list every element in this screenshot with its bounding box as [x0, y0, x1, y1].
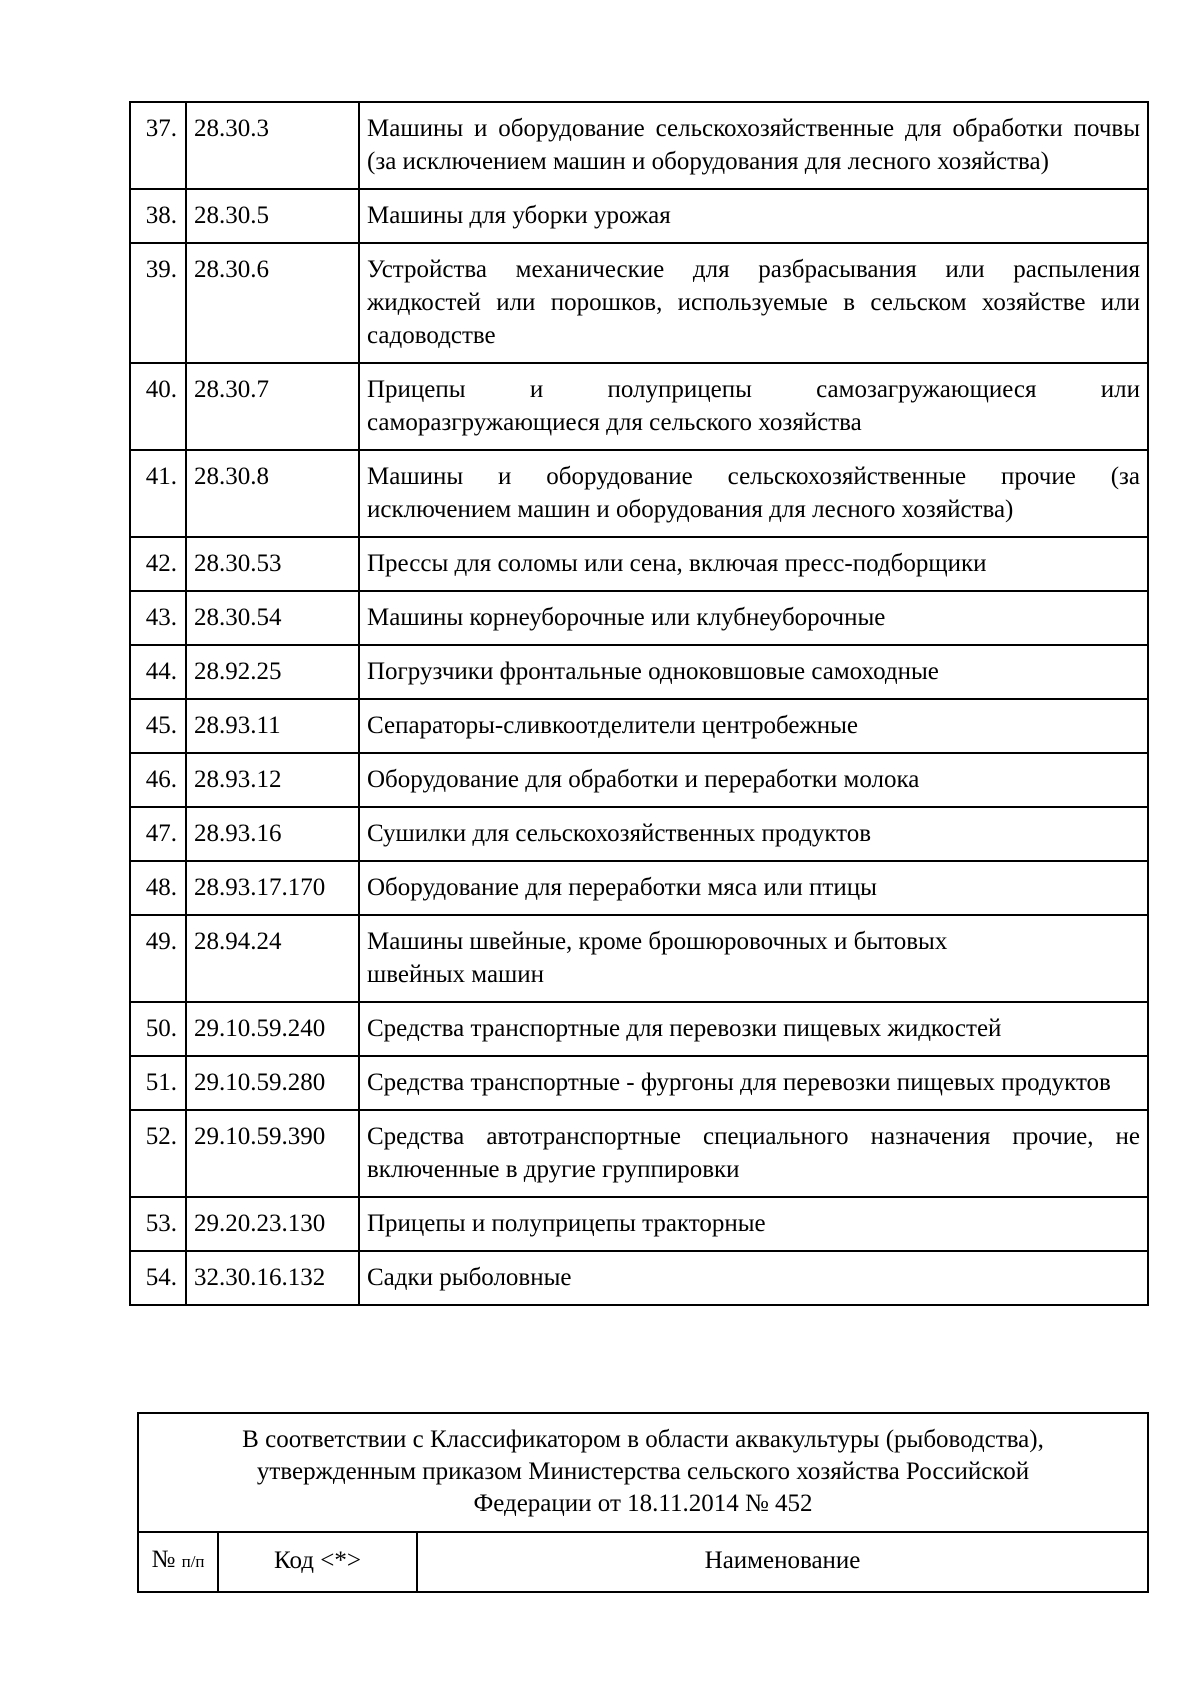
- row-number: 54.: [130, 1251, 186, 1305]
- caption-line-3: Федерации от 18.11.2014 № 452: [473, 1490, 813, 1517]
- table-row: [130, 591, 1148, 645]
- header-code: Код <*>: [218, 1532, 417, 1592]
- caption-line-2: утвержденным приказом Министерства сельского хозяйства Российской: [256, 1458, 1030, 1485]
- equipment-table: [129, 101, 1149, 1306]
- row-name: Прицепы и полуприцепы самозагружающиеся или саморазгружающиеся для сельского хозяйства: [359, 363, 1148, 450]
- table-row: [130, 1110, 1148, 1197]
- row-number: 51.: [130, 1056, 186, 1110]
- row-number: 37.: [130, 102, 186, 189]
- row-number: 47.: [130, 807, 186, 861]
- row-name: Оборудование для переработки мяса или птицы: [359, 861, 1148, 915]
- row-name: Средства транспортные - фургоны для перевозки пищевых продуктов: [359, 1056, 1148, 1110]
- row-code: 28.30.5: [186, 189, 359, 243]
- row-number: 43.: [130, 591, 186, 645]
- header-name: Наименование: [417, 1532, 1148, 1592]
- row-number: 49.: [130, 915, 186, 1002]
- table-row: [130, 915, 1148, 1002]
- table-row: [130, 645, 1148, 699]
- row-code: 28.94.24: [186, 915, 359, 1002]
- row-code: 29.10.59.240: [186, 1002, 359, 1056]
- row-number: 41.: [130, 450, 186, 537]
- row-code: 28.93.11: [186, 699, 359, 753]
- table-row: [130, 753, 1148, 807]
- caption-line-1: В соответствии с Классификатором в области аквакультуры (рыбоводства),: [242, 1426, 1044, 1453]
- row-name: Средства автотранспортные специального назначения прочие, не включенные в другие группировки: [359, 1110, 1148, 1197]
- row-number: 38.: [130, 189, 186, 243]
- equipment-table-body: [130, 102, 1148, 1305]
- table-row: [130, 537, 1148, 591]
- row-number: 40.: [130, 363, 186, 450]
- row-name: Устройства механические для разбрасывания или распыления жидкостей или порошков, используемые в сельском хозяйстве или садоводстве: [359, 243, 1148, 363]
- table-row: [130, 807, 1148, 861]
- row-number: 42.: [130, 537, 186, 591]
- row-number: 46.: [130, 753, 186, 807]
- row-code: 28.30.53: [186, 537, 359, 591]
- table-row: [130, 363, 1148, 450]
- row-code: 28.93.12: [186, 753, 359, 807]
- row-code: 32.30.16.132: [186, 1251, 359, 1305]
- row-code: 28.30.6: [186, 243, 359, 363]
- aquaculture-header-row: [138, 1532, 1148, 1592]
- row-name: Машины швейные, кроме брошюровочных и бытовых швейных машин: [359, 915, 1148, 1002]
- row-number: 52.: [130, 1110, 186, 1197]
- row-number: 48.: [130, 861, 186, 915]
- row-name: Машины корнеуборочные или клубнеуборочные: [359, 591, 1148, 645]
- header-number: [138, 1532, 218, 1592]
- row-code: 28.93.16: [186, 807, 359, 861]
- row-name: Сепараторы-сливкоотделители центробежные: [359, 699, 1148, 753]
- table-row: [130, 102, 1148, 189]
- row-name: Средства транспортные для перевозки пищевых жидкостей: [359, 1002, 1148, 1056]
- header-number-sign: №: [151, 1546, 176, 1573]
- aquaculture-table: [137, 1412, 1149, 1593]
- row-code: 28.30.3: [186, 102, 359, 189]
- row-name: Садки рыболовные: [359, 1251, 1148, 1305]
- row-name: Погрузчики фронтальные одноковшовые самоходные: [359, 645, 1148, 699]
- row-code: 28.30.7: [186, 363, 359, 450]
- row-code: 29.10.59.390: [186, 1110, 359, 1197]
- row-code: 28.30.54: [186, 591, 359, 645]
- row-number: 39.: [130, 243, 186, 363]
- header-number-suffix: п/п: [181, 1552, 205, 1571]
- table-row: [130, 861, 1148, 915]
- row-name: Прессы для соломы или сена, включая пресс-подборщики: [359, 537, 1148, 591]
- table-row: [130, 1002, 1148, 1056]
- table-row: [130, 450, 1148, 537]
- row-name: Машины и оборудование сельскохозяйственные прочие (за исключением машин и оборудования для лесного хозяйства): [359, 450, 1148, 537]
- table-row: [130, 699, 1148, 753]
- row-code: 28.93.17.170: [186, 861, 359, 915]
- table-row: [130, 1251, 1148, 1305]
- row-number: 53.: [130, 1197, 186, 1251]
- row-name: Оборудование для обработки и переработки молока: [359, 753, 1148, 807]
- row-code: 28.92.25: [186, 645, 359, 699]
- row-number: 45.: [130, 699, 186, 753]
- table-row: [130, 1197, 1148, 1251]
- row-number: 50.: [130, 1002, 186, 1056]
- row-name: Машины для уборки урожая: [359, 189, 1148, 243]
- aquaculture-caption-row: [138, 1413, 1148, 1532]
- row-number: 44.: [130, 645, 186, 699]
- table-row: [130, 189, 1148, 243]
- row-name: Сушилки для сельскохозяйственных продуктов: [359, 807, 1148, 861]
- row-code: 28.30.8: [186, 450, 359, 537]
- table-row: [130, 243, 1148, 363]
- row-code: 29.20.23.130: [186, 1197, 359, 1251]
- table-row: [130, 1056, 1148, 1110]
- aquaculture-caption: [138, 1413, 1148, 1532]
- row-name: Прицепы и полуприцепы тракторные: [359, 1197, 1148, 1251]
- row-name: Машины и оборудование сельскохозяйственные для обработки почвы (за исключением машин и оборудования для лесного хозяйства): [359, 102, 1148, 189]
- row-code: 29.10.59.280: [186, 1056, 359, 1110]
